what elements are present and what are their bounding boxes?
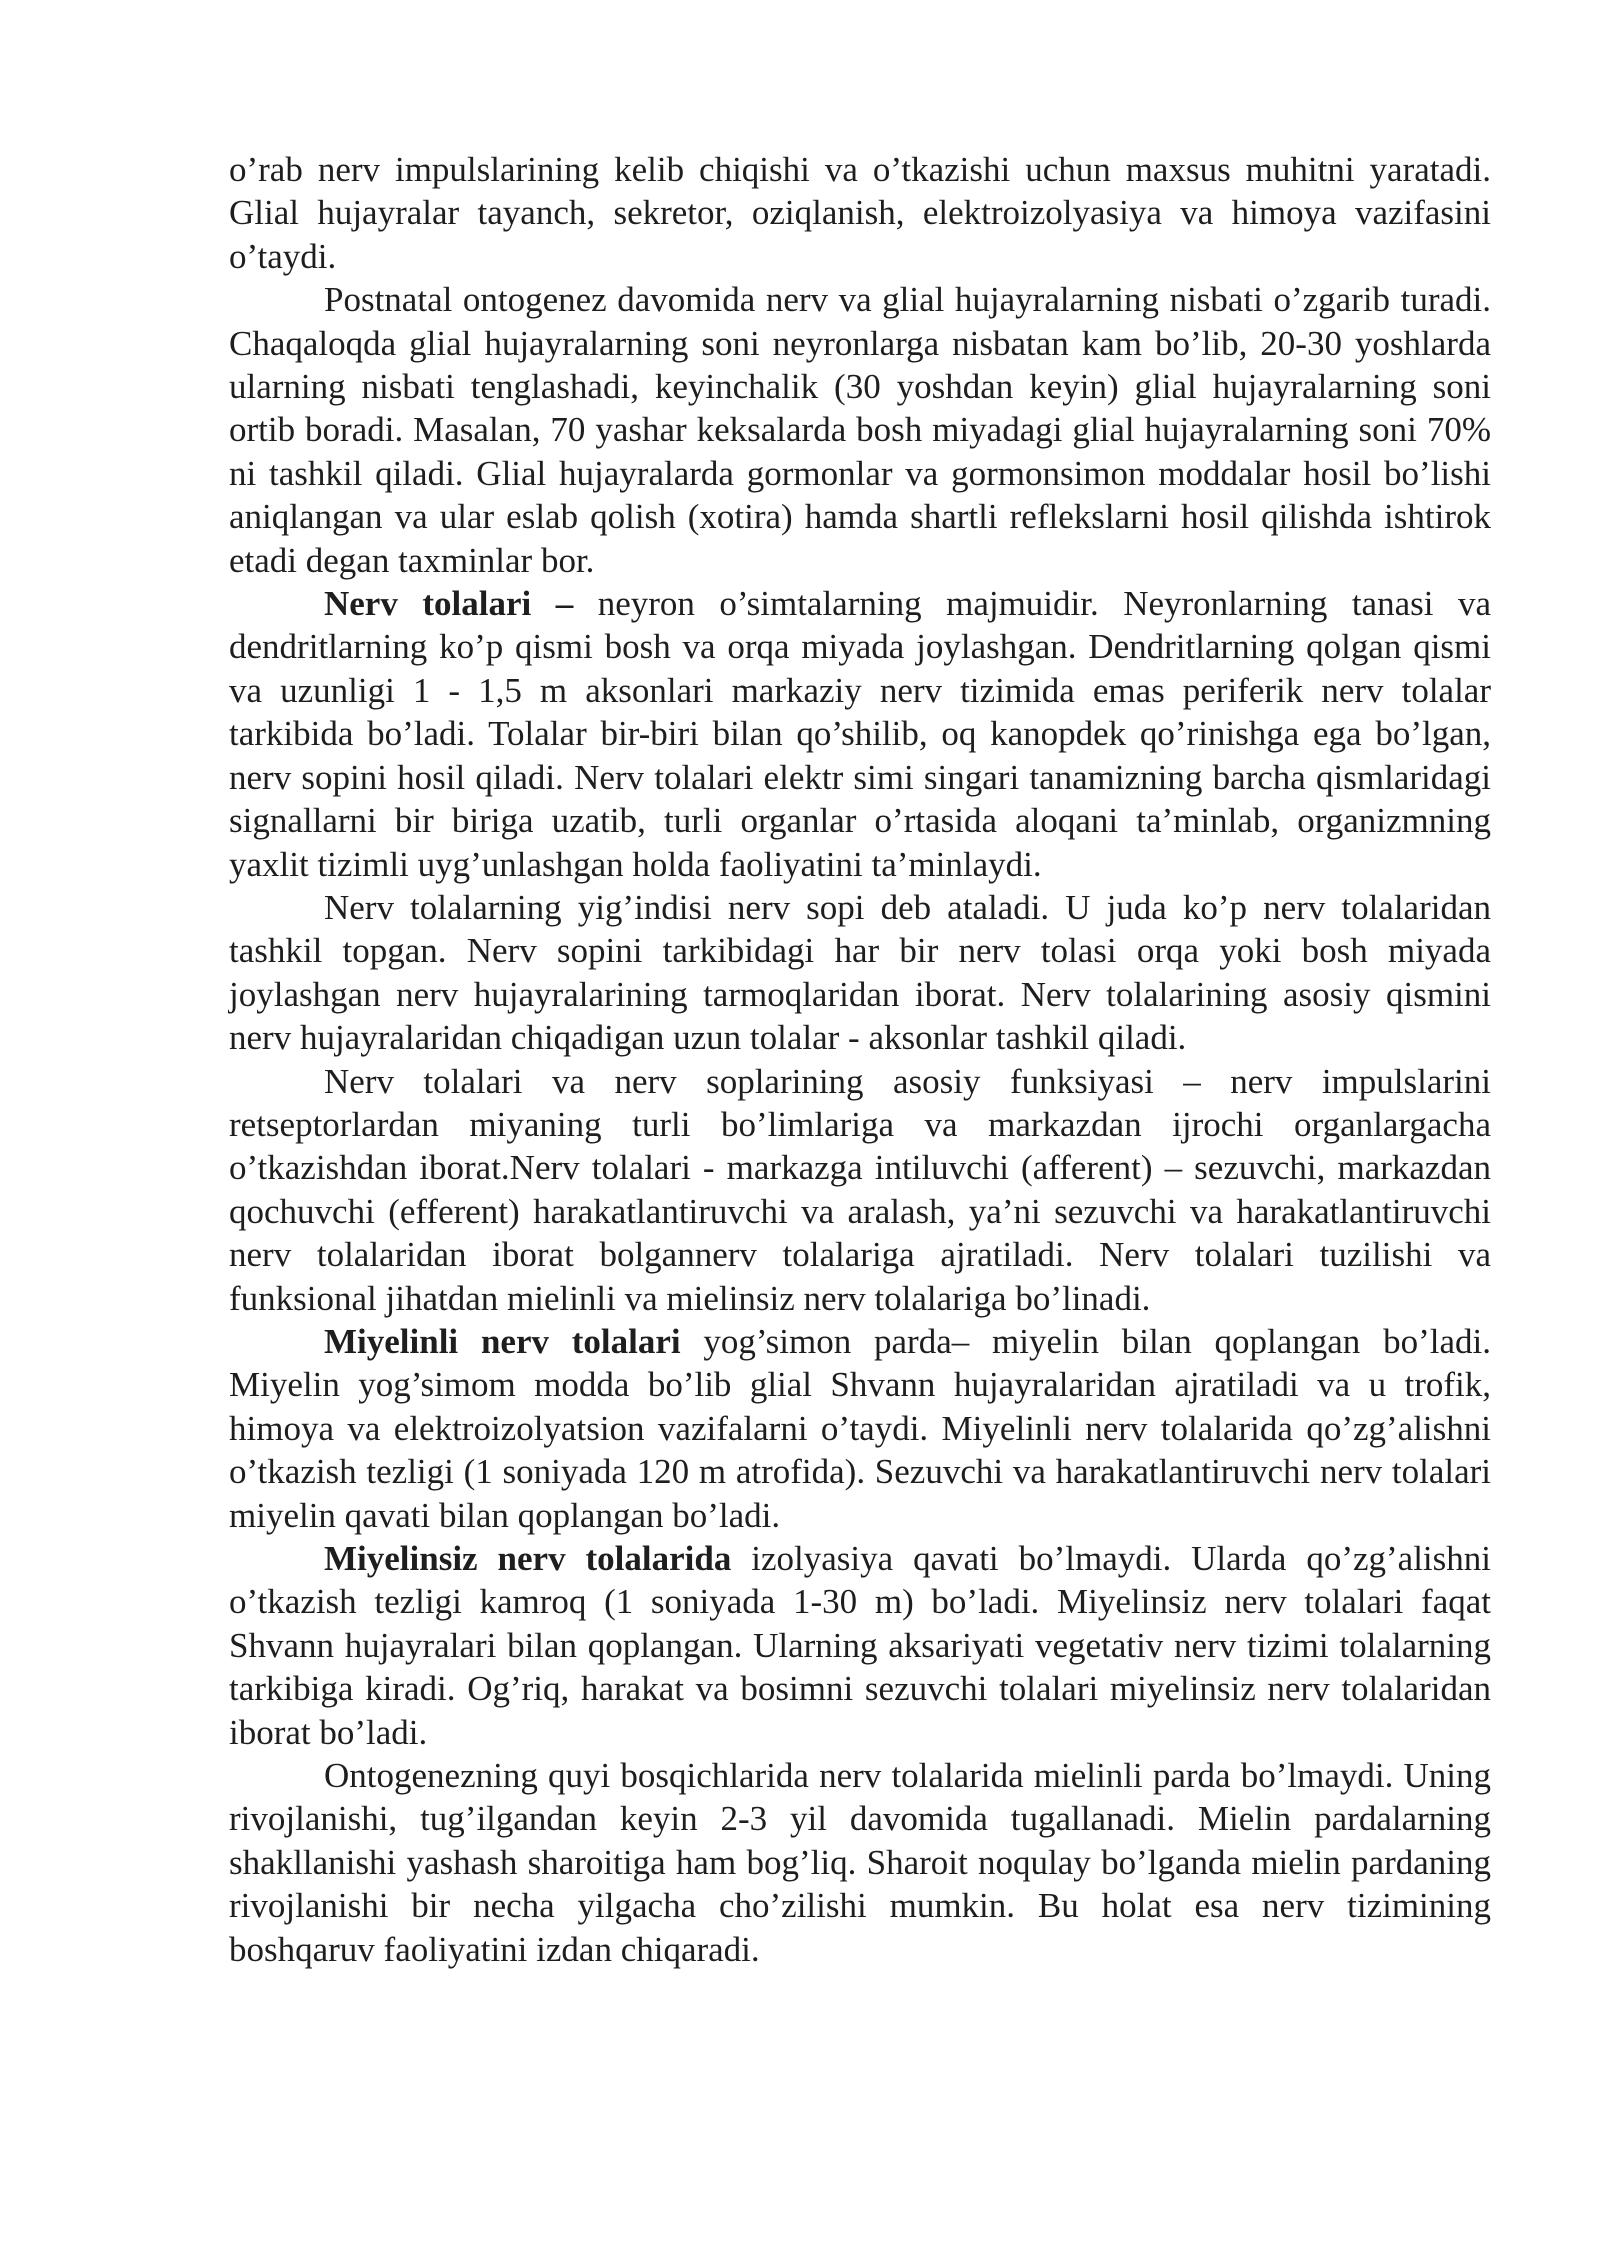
paragraph-text: o’rab nerv impulslarining kelib chiqishi va o’tkazishi uchun maxsus muhitni yaratadi. Glial hujayralar tayanch, sekretor, oziqlanish, elektroizolyasiya va himoya vazifasini o’taydi.: [229, 150, 1491, 276]
paragraph-text: Postnatal ontogenez davomida nerv va glial hujayralarning nisbati o’zgarib turadi. Chaqaloqda glial hujayralarning soni neyronlarga nisbatan kam bo’lib, 20-30 yoshlarda ularning nisbati tenglashadi, keyinchalik (30 yoshdan keyin) glial hujayralarning soni ortib boradi. Masalan, 70 yashar keksalarda bosh miyadagi glial hujayralarning soni 70% ni tashkil qiladi. Glial hujayralarda gormonlar va gormonsimon moddalar hosil bo’lishi aniqlangan va ular eslab qolish (xotira) hamda shartli reflekslarni hosil qilishda ishtirok etadi degan taxminlar bor.: [229, 280, 1491, 580]
paragraph-text: yog’simon parda– miyelin bilan qoplangan bo’ladi. Miyelin yog’simom modda bo’lib glial Shvann hujayralaridan ajratiladi va u trofik, himoya va elektroizolyatsion vazifalarni o’taydi. Miyelinli nerv tolalarida qo’zg’alishni o’tkazish tezligi (1 soniyada 120 m atrofida). Sezuvchi va harakatlantiruvchi nerv tolalari miyelin qavati bilan qoplangan bo’ladi.: [229, 1321, 1491, 1535]
paragraph-text: izolyasiya qavati bo’lmaydi. Ularda qo’zg’alishni o’tkazish tezligi kamroq (1 soniyada 1-30 m) bo’ladi. Miyelinsiz nerv tolalari faqat Shvann hujayralari bilan qoplangan. Ularning aksariyati vegetativ nerv tizimi tolalarning tarkibiga kiradi. Og’riq, harakat va bosimni sezuvchi tolalari miyelinsiz nerv tolalaridan iborat bo’ladi.: [229, 1539, 1491, 1752]
paragraph-nerve-trunk: [229, 886, 1491, 1060]
paragraph-text: Nerv tolalari va nerv soplarining asosiy funksiyasi – nerv impulslarini retseptorlardan miyaning turli bo’limlariga va markazdan ijrochi organlargacha o’tkazishdan iborat.Nerv tolalari - markazga intiluvchi (afferent) – sezuvchi, markazdan qochuvchi (efferent) harakatlantiruvchi va aralash, ya’ni sezuvchi va harakatlantiruvchi nerv tolalaridan iborat bolgannerv tolalariga ajratiladi. Nerv tolalari tuzilishi va funksional jihatdan mielinli va mielinsiz nerv tolalariga bo’linadi.: [229, 1061, 1491, 1318]
paragraph-postnatal-ontogenesis: [229, 278, 1491, 582]
paragraph-unmyelinated-fibers: [229, 1537, 1491, 1754]
paragraph-myelinated-fibers: [229, 1320, 1491, 1537]
paragraph-text: Nerv tolalarning yig’indisi nerv sopi deb ataladi. U juda ko’p nerv tolalaridan tashkil topgan. Nerv sopini tarkibidagi har bir nerv tolasi orqa yoki bosh miyada joylashgan nerv hujayralarining tarmoqlaridan iborat. Nerv tolalarining asosiy qismini nerv hujayralaridan chiqadigan uzun tolalar - aksonlar tashkil qiladi.: [229, 887, 1491, 1058]
term-heading: Nerv tolalari –: [324, 584, 574, 624]
paragraph-nerve-function: [229, 1060, 1491, 1320]
paragraph-glial-functions: [229, 148, 1491, 278]
paragraph-text: Ontogenezning quyi bosqichlarida nerv tolalarida mielinli parda bo’lmaydi. Uning rivojlanishi, tug’ilgandan keyin 2-3 yil davomida tugallanadi. Mielin pardalarning shakllanishi yashash sharoitiga ham bog’liq. Sharoit noqulay bo’lganda mielin pardaning rivojlanishi bir necha yilgacha cho’zilishi mumkin. Bu holat esa nerv tizimining boshqaruv faoliyatini izdan chiqaradi.: [229, 1756, 1491, 1969]
paragraph-ontogenesis-myelin: [229, 1754, 1491, 1971]
paragraph-nerve-fibers: [229, 582, 1491, 886]
paragraph-text: neyron o’simtalarning majmuidir. Neyronlarning tanasi va dendritlarning ko’p qismi bosh va orqa miyada joylashgan. Dendritlarning qolgan qismi va uzunligi 1 - 1,5 m aksonlari markaziy nerv tizimida emas periferik nerv tolalar tarkibida bo’ladi. Tolalar bir-biri bilan qo’shilib, oq kanopdek qo’rinishga ega bo’lgan, nerv sopini hosil qiladi. Nerv tolalari elektr simi singari tanamizning barcha qismlaridagi signallarni bir biriga uzatib, turli organlar o’rtasida aloqani ta’minlab, organizmning yaxlit tizimli uyg’unlashgan holda faoliyatini ta’minlaydi.: [229, 584, 1491, 884]
term-heading: Miyelinli nerv tolalari: [324, 1321, 681, 1361]
document-page: [229, 148, 1491, 1971]
term-heading: Miyelinsiz nerv tolalarida: [324, 1539, 732, 1578]
